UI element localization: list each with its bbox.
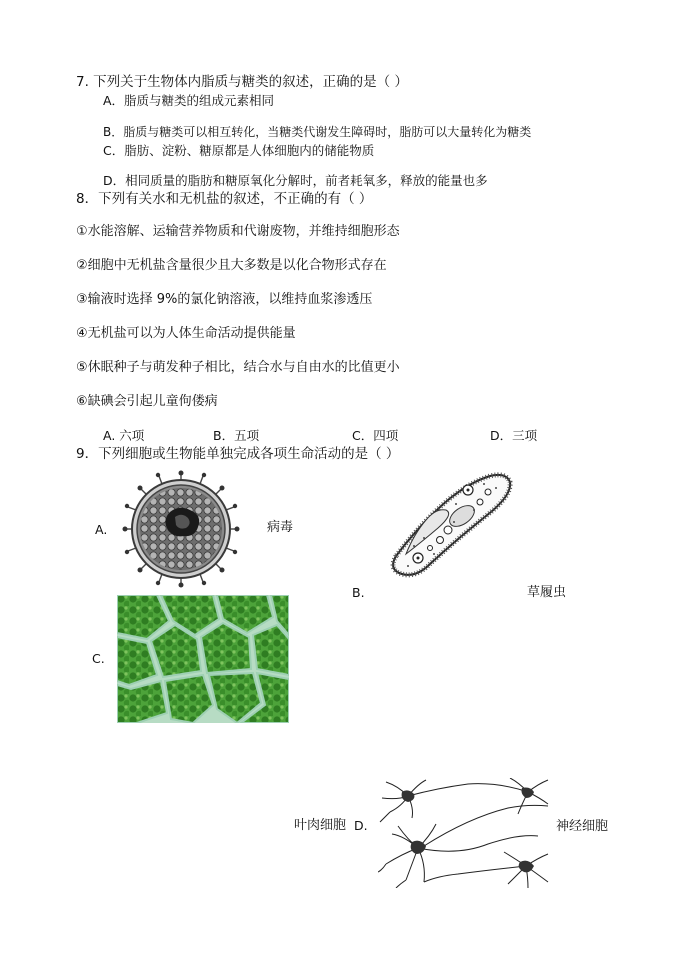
virus-image	[122, 470, 240, 588]
q9-option-a-label: 病毒	[267, 520, 294, 535]
q8-statement-5: ⑤休眠种子与萌发种子相比，结合水与自由水的比值更小	[76, 360, 400, 375]
paramecium-image	[384, 470, 522, 588]
q9-stem: 9．下列细胞或生物能单独完成各项生命活动的是（ ）	[76, 446, 400, 462]
q7-option-b: B．脂质与糖类可以相互转化，当糖类代谢发生障碍时，脂肪可以大量转化为糖类	[103, 125, 532, 139]
q8-option-b: B．五项	[213, 428, 260, 443]
q8-option-d: D．三项	[490, 428, 538, 443]
q8-stem: 8．下列有关水和无机盐的叙述，不正确的有（ ）	[76, 191, 373, 207]
q8-option-c: C．四项	[352, 428, 399, 443]
q9-option-d-label: 神经细胞	[556, 819, 609, 834]
q8-statement-3: ③输液时选择 9%的氯化钠溶液，以维持血浆渗透压	[76, 292, 373, 307]
q9-option-c-letter: C.	[92, 651, 105, 666]
leaf-cells-image	[117, 595, 289, 723]
q8-statement-1: ①水能溶解、运输营养物质和代谢废物，并维持细胞形态	[76, 224, 400, 239]
q9-option-a-letter: A.	[95, 522, 108, 537]
q9-option-c-label: 叶肉细胞	[294, 818, 347, 833]
q7-option-d: D．相同质量的脂肪和糖原氧化分解时，前者耗氧多，释放的能量也多	[103, 173, 488, 188]
q7-option-c: C．脂肪、淀粉、糖原都是人体细胞内的储能物质	[103, 143, 375, 158]
q7-option-a: A．脂质与糖类的组成元素相同	[103, 93, 275, 108]
q9-option-b-letter: B.	[352, 585, 365, 600]
q8-option-a: A. 六项	[103, 428, 145, 443]
q9-option-d-letter: D.	[354, 818, 368, 833]
q8-statement-2: ②细胞中无机盐含量很少且大多数是以化合物形式存在	[76, 258, 387, 273]
q8-statement-4: ④无机盐可以为人体生命活动提供能量	[76, 326, 296, 341]
neuron-image	[378, 778, 550, 888]
q8-statement-6: ⑥缺碘会引起儿童佝偻病	[76, 394, 218, 409]
q9-option-b-label: 草履虫	[527, 585, 567, 600]
q7-stem: 7. 下列关于生物体内脂质与糖类的叙述，正确的是（ ）	[76, 74, 408, 90]
